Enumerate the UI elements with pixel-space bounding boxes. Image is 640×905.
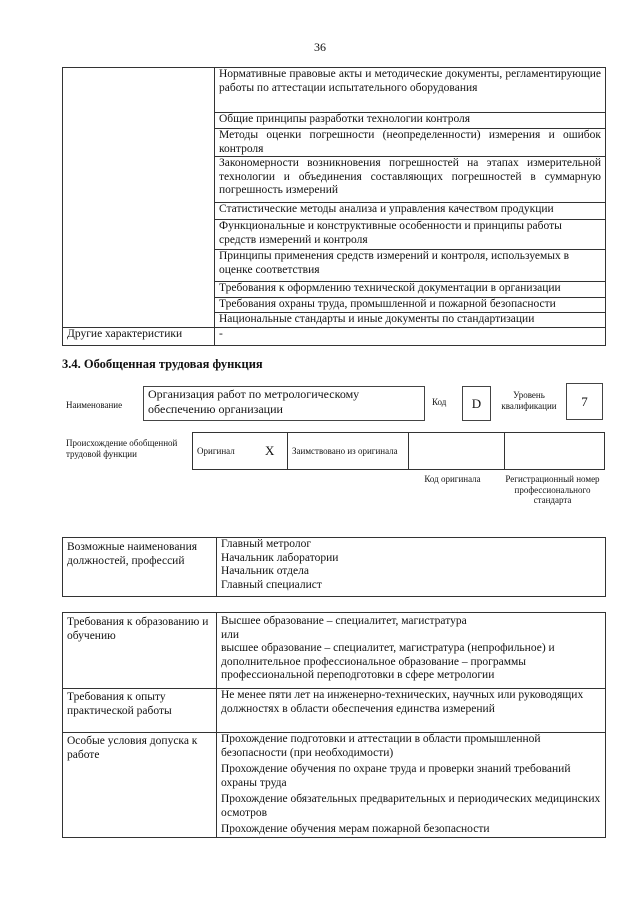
origin-label: Происхождение обобщенной трудовой функции: [66, 438, 178, 459]
knowledge-item: Общие принципы разработки технологии контроля: [215, 113, 606, 129]
req-item: Прохождение обучения мерам пожарной безопасности: [221, 823, 490, 835]
knowledge-item: Национальные стандарты и иные документы по стандартизации: [215, 313, 606, 328]
position-item: Начальник лаборатории: [221, 551, 339, 564]
knowledge-table: [62, 67, 606, 346]
requirements-table: [62, 612, 606, 838]
reg-number-caption: Регистрационный номер профессионального стандарта: [505, 474, 600, 505]
code-original-cell: [409, 433, 505, 470]
name-value: Организация работ по метрологическому обеспечению организации: [143, 386, 425, 421]
page-number: 36: [314, 40, 326, 54]
positions-table: [62, 537, 606, 597]
req-item: или: [221, 628, 240, 641]
code-label: Код: [432, 397, 447, 407]
positions-label: Возможные наименования должностей, профессий: [63, 538, 217, 597]
req-label: Требования к образованию и обучению: [63, 613, 217, 689]
borrowed-label: Заимствовано из оригинала: [288, 433, 409, 470]
req-item: Не менее пяти лет на инженерно-технических, научных или руководящих должностях в области обеспечения единства измерений: [221, 689, 584, 715]
position-item: Главный метролог: [221, 538, 312, 550]
position-item: Начальник отдела: [221, 565, 309, 577]
req-label: Требования к опыту практической работы: [63, 689, 217, 733]
section-title: 3.4. Обобщенная трудовая функция: [62, 357, 263, 371]
req-item: Высшее образование – специалитет, магистратура: [221, 615, 467, 627]
other-label: Другие характеристики: [63, 328, 215, 346]
original-label: Оригинал: [193, 433, 262, 470]
position-item: Главный специалист: [221, 578, 322, 591]
knowledge-item: Закономерности возникновения погрешностей на этапах измерительной технологии и объединения составляющих погрешностей в суммарную погрешность измерений: [215, 157, 606, 203]
code-value: D: [462, 386, 491, 421]
level-value: 7: [566, 383, 603, 420]
origin-table: [192, 432, 605, 470]
req-label: Особые условия допуска к работе: [63, 733, 217, 838]
level-label: Уровень квалификации: [501, 390, 557, 411]
name-label: Наименование: [66, 400, 123, 410]
req-item: Прохождение обучения по охране труда и проверки знаний требований охраны труда: [221, 763, 571, 789]
other-value: -: [215, 328, 606, 346]
knowledge-item: Требования к оформлению технической документации в организации: [215, 282, 606, 298]
knowledge-item: Требования охраны труда, промышленной и пожарной безопасности: [215, 298, 606, 313]
code-original-caption: Код оригинала: [424, 474, 481, 484]
reg-number-cell: [505, 433, 605, 470]
original-mark: X: [261, 433, 288, 470]
req-item: высшее образование – специалитет, магистратура (непрофильное) и дополнительное профессиональное образование – программы профессиональной переподготовки в сфере метрологии: [221, 642, 555, 681]
req-item: Прохождение подготовки и аттестации в области промышленной безопасности (при необходимости): [221, 733, 541, 759]
req-item: Прохождение обязательных предварительных и периодических медицинских осмотров: [221, 793, 601, 819]
knowledge-item: Методы оценки погрешности (неопределенности) измерения и ошибок контроля: [215, 129, 606, 157]
knowledge-item: Нормативные правовые акты и методические документы, регламентирующие работы по аттестации испытательного оборудования: [215, 68, 606, 113]
empty-cell: [63, 68, 215, 328]
knowledge-item: Статистические методы анализа и управления качеством продукции: [215, 203, 606, 220]
knowledge-item: Функциональные и конструктивные особенности и принципы работы средств измерений и контроля: [215, 220, 606, 250]
knowledge-item: Принципы применения средств измерений и контроля, используемых в оценке соответствия: [215, 250, 606, 282]
